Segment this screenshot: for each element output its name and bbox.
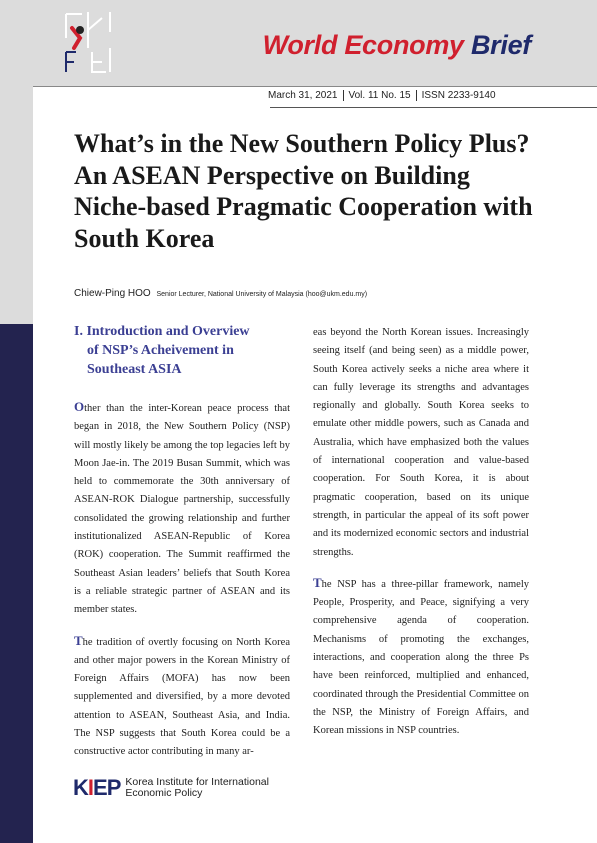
issue-issn: ISSN 2233-9140 xyxy=(416,90,501,101)
publication-brand xyxy=(263,30,531,61)
body-column-left xyxy=(74,398,290,774)
brand-brief: Brief xyxy=(463,30,531,60)
section-heading xyxy=(74,322,304,379)
author-line xyxy=(74,288,367,299)
author-affiliation: Senior Lecturer, National University of Malaysia (hoo@ukm.edu.my) xyxy=(156,291,368,298)
issue-date: March 31, 2021 xyxy=(268,90,338,101)
paragraph-2 xyxy=(74,632,290,762)
paragraph-1 xyxy=(74,398,290,620)
issue-volume: Vol. 11 No. 15 xyxy=(343,90,416,101)
author-name: Chiew-Ping HOO xyxy=(74,288,151,299)
section-heading-line3: Southeast ASIA xyxy=(87,362,182,377)
issue-meta xyxy=(268,90,501,101)
paragraph-4 xyxy=(313,574,529,741)
paragraph-2-initial: T xyxy=(74,632,83,648)
body-column-right xyxy=(313,324,529,753)
kiep-emblem-icon xyxy=(62,8,120,74)
paragraph-1-text: ther than the inter-Korean peace process that began in 2018, the New Southern Policy (NSP) will mostly likely be among the top legacies left by Moon Jae-in. The 2019 Busan Summit, which was held to commemorate the 30th anniversary of ASEAN-ROK Dialogue partnership, successfully consolidated the growing relationship and further institutionalized ASEAN-Republic of Korea (ROK) cooperation. The Summit reaffirmed the Southeast Asian leaders’ beliefs that South Korea is a reliable strategic partner of ASEAN and its member states. xyxy=(74,403,290,616)
kiep-wordmark xyxy=(73,775,120,801)
section-heading-line1: I. Introduction and Overview xyxy=(74,324,250,339)
paragraph-1-initial: O xyxy=(74,399,85,414)
brand-economy: Economy xyxy=(344,30,464,60)
paragraph-2-text: he tradition of overtly focusing on North Korea and other major powers in the Korean Ministry of Foreign Affairs (MOFA) has now been supplemented and diversified, by a more devoted attention to ASEAN, Southeast Asia, and India. The NSP suggests that South Korea could be a constructive actor contributing in many ar- xyxy=(74,636,290,758)
kiep-letter-k: K xyxy=(73,775,88,800)
section-heading-line2: of NSP’s Acheivement in xyxy=(87,343,234,358)
paragraph-4-text: he NSP has a three-pillar framework, namely People, Prosperity, and Peace, signifying a very comprehensive agenda of cooperation. Mechanisms of promoting the exchanges, interactions, and cooperation along the three Ps have been reinforced, multiplied and enhanced, coordinated through the Presidential Committee on the NSP, the Ministry of Foreign Affairs, and Korean missions in NSP countries. xyxy=(313,578,529,737)
header-divider xyxy=(33,86,597,87)
footer-institute-logo xyxy=(73,775,269,801)
institute-name-line2: Economic Policy xyxy=(125,787,203,799)
paragraph-3: eas beyond the North Korean issues. Increasingly seeing itself (and being seen) as a middle power, South Korea actively seeks a niche area where it can fully leverage its strengths and advantages regionally and globally. South Korea seeks to emulate other middle powers, such as Canada and Australia, which have emphasized both the values of international cooperation and value-based cooperation. For South Korea, it is about pragmatic cooperation, based on its unique strength, in particular the appeal of its soft power and its modernized economic sectors and industrial strengths. xyxy=(313,327,529,558)
kiep-letter-i: I xyxy=(87,775,94,800)
meta-divider xyxy=(270,107,597,108)
institute-name xyxy=(125,777,269,799)
kiep-letters-ep: EP xyxy=(93,775,121,800)
document-title: What’s in the New Southern Policy Plus? An ASEAN Perspective on Building Niche-based Pragmatic Cooperation with South Korea xyxy=(74,129,533,253)
side-band-navy xyxy=(0,324,33,843)
paragraph-4-initial: T xyxy=(313,574,322,590)
brand-world: World xyxy=(262,30,345,60)
institute-name-line1: Korea Institute for International xyxy=(125,776,269,788)
